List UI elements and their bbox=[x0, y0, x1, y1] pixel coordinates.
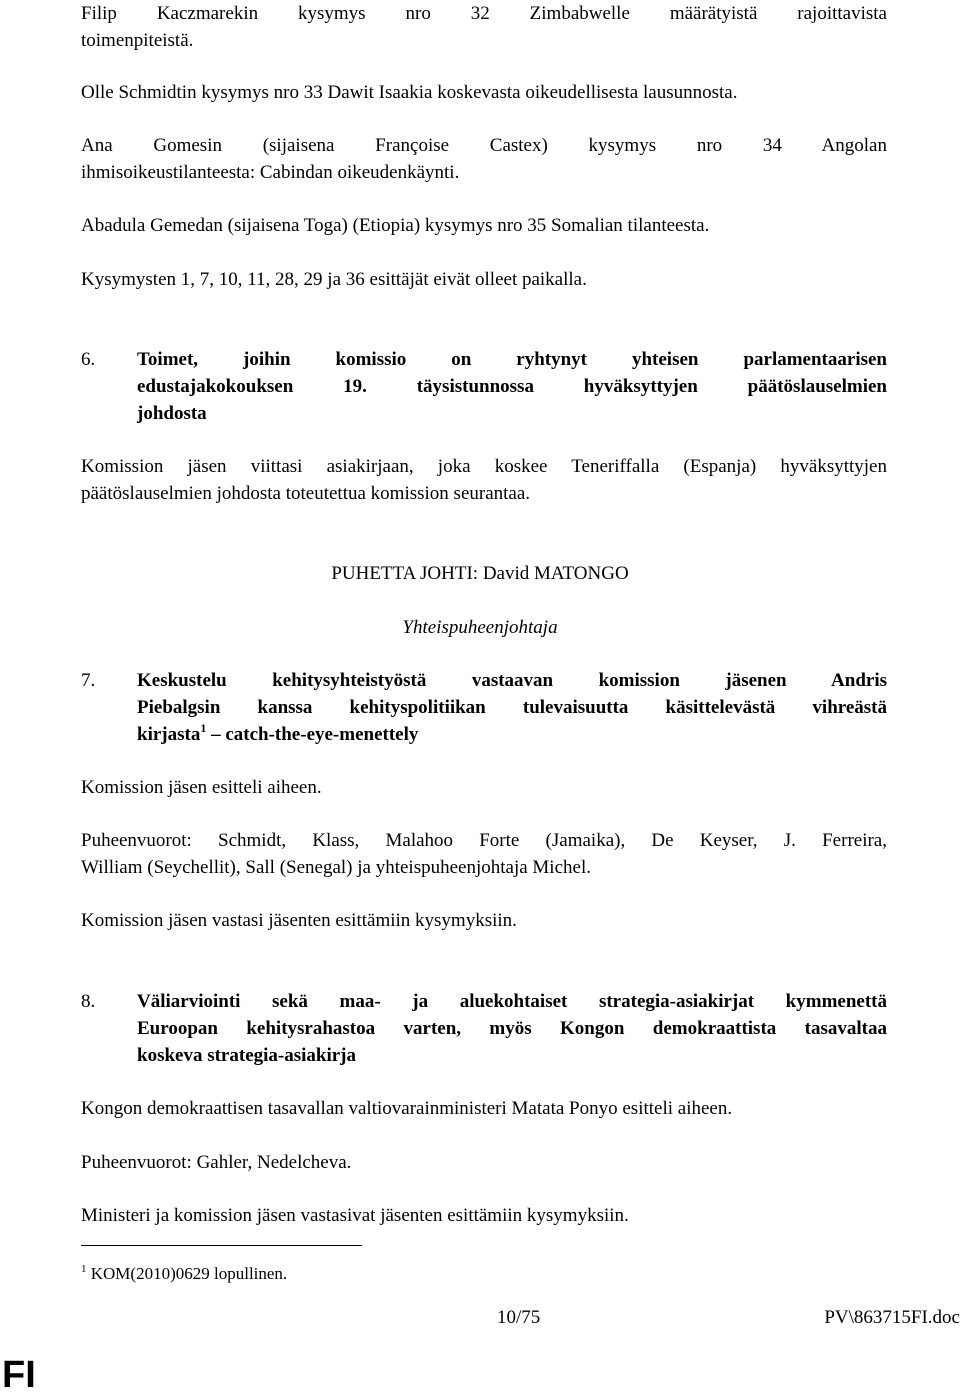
section-6-number: 6. bbox=[81, 349, 96, 370]
section-8-heading-line-1: Väliarviointi sekä maa- ja aluekohtaiset strategia-asiakirjat kymmenettä bbox=[137, 991, 887, 1012]
section-6-body-line-2: päätöslauselmien johdosta toteutettua komission seurantaa. bbox=[81, 483, 531, 504]
section-6-body-line-1: Komission jäsen viittasi asiakirjaan, joka koskee Teneriffalla (Espanja) hyväksyttyjen bbox=[81, 456, 887, 477]
section-7-speakers-line-2: William (Seychellit), Sall (Senegal) ja yhteispuheenjohtaja Michel. bbox=[81, 857, 591, 878]
page-number: 10/75 bbox=[497, 1307, 541, 1328]
section-7-heading bbox=[137, 667, 887, 748]
section-7-heading-line-3 bbox=[137, 721, 887, 748]
section-6-body bbox=[81, 453, 887, 507]
section-8-speakers-text: Puheenvuorot: Gahler, Nedelcheva. bbox=[81, 1152, 352, 1173]
section-7-intro bbox=[81, 774, 887, 801]
footnote bbox=[81, 1258, 287, 1285]
footnote-mark: 1 bbox=[81, 1263, 87, 1275]
section-7-speakers-line-1: Puheenvuorot: Schmidt, Klass, Malahoo Forte (Jamaika), De Keyser, J. Ferreira, bbox=[81, 830, 887, 851]
section-8-speakers bbox=[81, 1149, 887, 1176]
question-33-text: Olle Schmidtin kysymys nro 33 Dawit Isaakia koskevasta oikeudellisesta lausunnosta. bbox=[81, 82, 738, 103]
section-8-number: 8. bbox=[81, 991, 96, 1012]
question-35 bbox=[81, 212, 887, 239]
question-34-line-2: ihmisoikeustilanteesta: Cabindan oikeudenkäynti. bbox=[81, 162, 460, 183]
document-reference: PV\863715FI.doc bbox=[824, 1307, 960, 1328]
section-8-heading-line-2: Euroopan kehitysrahastoa varten, myös Kongon demokraattista tasavaltaa bbox=[137, 1018, 887, 1039]
question-32-line-1: Filip Kaczmarekin kysymys nro 32 Zimbabwelle määrätyistä rajoittavista bbox=[81, 3, 887, 24]
section-7-heading-line-2: Piebalgsin kanssa kehityspolitiikan tulevaisuutta käsittelevästä vihreästä bbox=[137, 697, 887, 718]
section-6-heading-line-3: johdosta bbox=[137, 403, 207, 424]
chair-role: Yhteispuheenjohtaja bbox=[402, 617, 558, 638]
section-7-reply-text: Komission jäsen vastasi jäsenten esittämiin kysymyksiin. bbox=[81, 910, 517, 931]
section-7-number: 7. bbox=[81, 670, 96, 691]
section-6-heading-line-2: edustajakokouksen 19. täysistunnossa hyväksyttyjen päätöslauselmien bbox=[137, 376, 887, 397]
section-8-reply bbox=[81, 1202, 887, 1229]
section-8-intro-text: Kongon demokraattisen tasavallan valtiovarainministeri Matata Ponyo esitteli aiheen. bbox=[81, 1098, 733, 1119]
footnote-separator bbox=[81, 1245, 362, 1246]
question-32 bbox=[81, 0, 887, 54]
language-code: FI bbox=[2, 1354, 36, 1396]
section-8-reply-text: Ministeri ja komission jäsen vastasivat jäsenten esittämiin kysymyksiin. bbox=[81, 1205, 629, 1226]
absent-note-text: Kysymysten 1, 7, 10, 11, 28, 29 ja 36 esittäjät eivät olleet paikalla. bbox=[81, 269, 587, 290]
section-7-heading-last: kirjasta bbox=[137, 724, 201, 745]
question-32-line-2: toimenpiteistä. bbox=[81, 30, 194, 51]
footnote-reference[interactable]: 1 bbox=[200, 721, 207, 735]
footnote-text: KOM(2010)0629 lopullinen. bbox=[86, 1264, 288, 1283]
section-8-intro bbox=[81, 1095, 887, 1122]
question-34-line-1: Ana Gomesin (sijaisena Françoise Castex) kysymys nro 34 Angolan bbox=[81, 135, 887, 156]
section-8-heading bbox=[137, 988, 887, 1069]
section-7-speakers bbox=[81, 827, 887, 881]
section-7-heading-tail: – catch-the-eye-menettely bbox=[206, 724, 419, 745]
chair-line: PUHETTA JOHTI: David MATONGO bbox=[331, 563, 629, 584]
section-8-heading-line-3: koskeva strategia-asiakirja bbox=[137, 1045, 357, 1066]
section-6-heading-line-1: Toimet, joihin komissio on ryhtynyt yhteisen parlamentaarisen bbox=[137, 349, 887, 370]
question-33 bbox=[81, 79, 887, 106]
question-35-text: Abadula Gemedan (sijaisena Toga) (Etiopia) kysymys nro 35 Somalian tilanteesta. bbox=[81, 215, 710, 236]
absent-note bbox=[81, 266, 887, 293]
section-7-heading-line-1: Keskustelu kehitysyhteistyöstä vastaavan komission jäsenen Andris bbox=[137, 670, 887, 691]
section-7-intro-text: Komission jäsen esitteli aiheen. bbox=[81, 777, 322, 798]
question-34 bbox=[81, 132, 887, 186]
section-6-heading bbox=[137, 346, 887, 427]
section-7-reply bbox=[81, 907, 887, 934]
